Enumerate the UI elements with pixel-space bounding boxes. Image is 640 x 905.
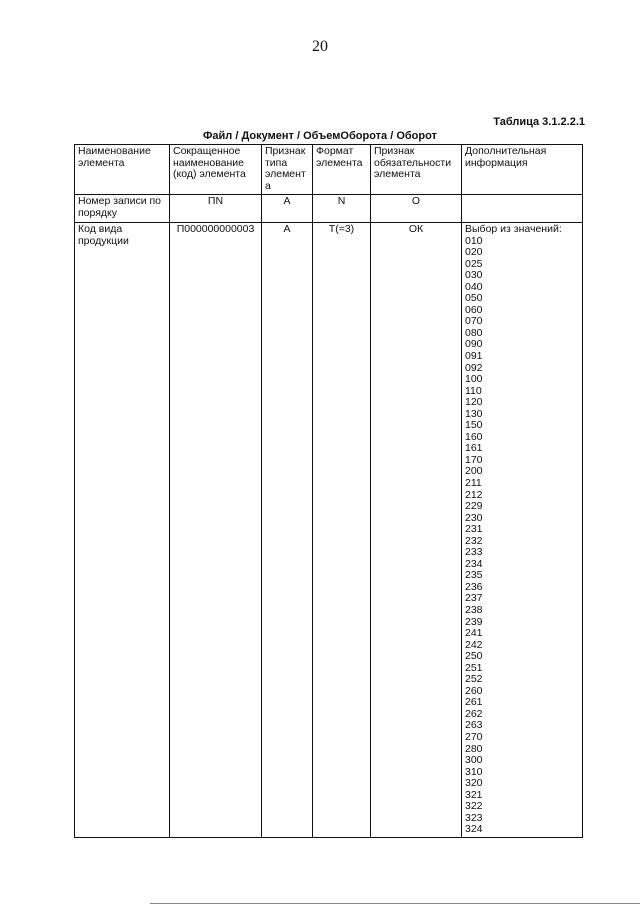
value-item: 323 bbox=[465, 811, 483, 824]
value-item: 230 bbox=[465, 511, 483, 524]
value-item: 233 bbox=[465, 546, 483, 559]
value-item: 010 bbox=[465, 234, 483, 247]
value-item: 310 bbox=[465, 765, 483, 778]
column-header: Наименование элемента bbox=[75, 145, 170, 195]
cell-name: Номер записи по порядку bbox=[75, 195, 170, 223]
value-item: 120 bbox=[465, 396, 483, 409]
value-item: 322 bbox=[465, 800, 483, 813]
cell-info bbox=[462, 195, 583, 223]
column-header: Признак типа элемент а bbox=[262, 145, 313, 195]
cell-code: ПN bbox=[170, 195, 262, 223]
table-header-row bbox=[75, 145, 583, 195]
cell-required: О bbox=[371, 195, 462, 223]
value-item: 300 bbox=[465, 754, 483, 767]
value-item: 262 bbox=[465, 707, 483, 720]
value-item: 320 bbox=[465, 777, 483, 790]
table-row bbox=[75, 195, 583, 223]
values-list bbox=[465, 236, 579, 836]
value-item: 110 bbox=[465, 384, 482, 397]
value-item: 030 bbox=[465, 269, 483, 282]
value-item: 025 bbox=[465, 257, 483, 270]
value-item: 091 bbox=[465, 349, 483, 362]
info-text: Выбор из значений: bbox=[465, 223, 562, 235]
value-item: 260 bbox=[465, 684, 483, 697]
bottom-rule bbox=[150, 903, 640, 904]
column-header: Сокращенное наименование (код) элемента bbox=[170, 145, 262, 195]
value-item: 250 bbox=[465, 650, 483, 663]
cell-name: Код вида продукции bbox=[75, 223, 170, 838]
cell-code: П000000000003 bbox=[170, 223, 262, 838]
value-item: 321 bbox=[465, 788, 483, 801]
value-item: 150 bbox=[465, 419, 483, 432]
value-item: 050 bbox=[465, 292, 483, 305]
value-item: 263 bbox=[465, 719, 483, 732]
value-item: 231 bbox=[465, 523, 483, 536]
value-item: 170 bbox=[465, 453, 483, 466]
page-number: 20 bbox=[312, 38, 328, 55]
value-item: 060 bbox=[465, 303, 483, 316]
value-item: 251 bbox=[465, 661, 483, 674]
value-item: 239 bbox=[465, 615, 483, 628]
value-item: 229 bbox=[465, 500, 483, 513]
cell-info bbox=[462, 223, 583, 838]
value-item: 234 bbox=[465, 557, 483, 570]
table-caption: Файл / Документ / ОбъемОборота / Оборот bbox=[203, 130, 437, 142]
value-item: 160 bbox=[465, 430, 483, 443]
value-item: 161 bbox=[465, 442, 483, 455]
cell-required: ОК bbox=[371, 223, 462, 838]
cell-format: T(=3) bbox=[313, 223, 371, 838]
value-item: 237 bbox=[465, 592, 483, 605]
value-item: 324 bbox=[465, 823, 483, 836]
value-item: 212 bbox=[465, 488, 483, 501]
cell-type: А bbox=[262, 223, 313, 838]
value-item: 270 bbox=[465, 731, 483, 744]
column-header: Дополнительная информация bbox=[462, 145, 583, 195]
value-item: 130 bbox=[465, 407, 483, 420]
element-table bbox=[74, 144, 583, 838]
value-item: 040 bbox=[465, 280, 483, 293]
value-item: 020 bbox=[465, 246, 483, 259]
cell-type: А bbox=[262, 195, 313, 223]
value-item: 232 bbox=[465, 534, 483, 547]
table-row bbox=[75, 223, 583, 838]
value-item: 100 bbox=[465, 373, 483, 386]
value-item: 236 bbox=[465, 580, 483, 593]
column-header: Формат элемента bbox=[313, 145, 371, 195]
value-item: 235 bbox=[465, 569, 483, 582]
value-item: 241 bbox=[465, 627, 483, 640]
value-item: 280 bbox=[465, 742, 483, 755]
value-item: 238 bbox=[465, 604, 483, 616]
value-item: 252 bbox=[465, 673, 483, 686]
value-item: 070 bbox=[465, 315, 483, 328]
value-item: 211 bbox=[465, 476, 482, 489]
value-item: 242 bbox=[465, 638, 483, 651]
value-item: 200 bbox=[465, 465, 483, 478]
value-item: 261 bbox=[465, 696, 483, 709]
column-header: Признак обязательности элемента bbox=[371, 145, 462, 195]
value-item: 080 bbox=[465, 326, 483, 339]
cell-format: N bbox=[313, 195, 371, 223]
table-label: Таблица 3.1.2.2.1 bbox=[493, 116, 585, 128]
value-item: 092 bbox=[465, 361, 483, 374]
value-item: 090 bbox=[465, 338, 483, 351]
